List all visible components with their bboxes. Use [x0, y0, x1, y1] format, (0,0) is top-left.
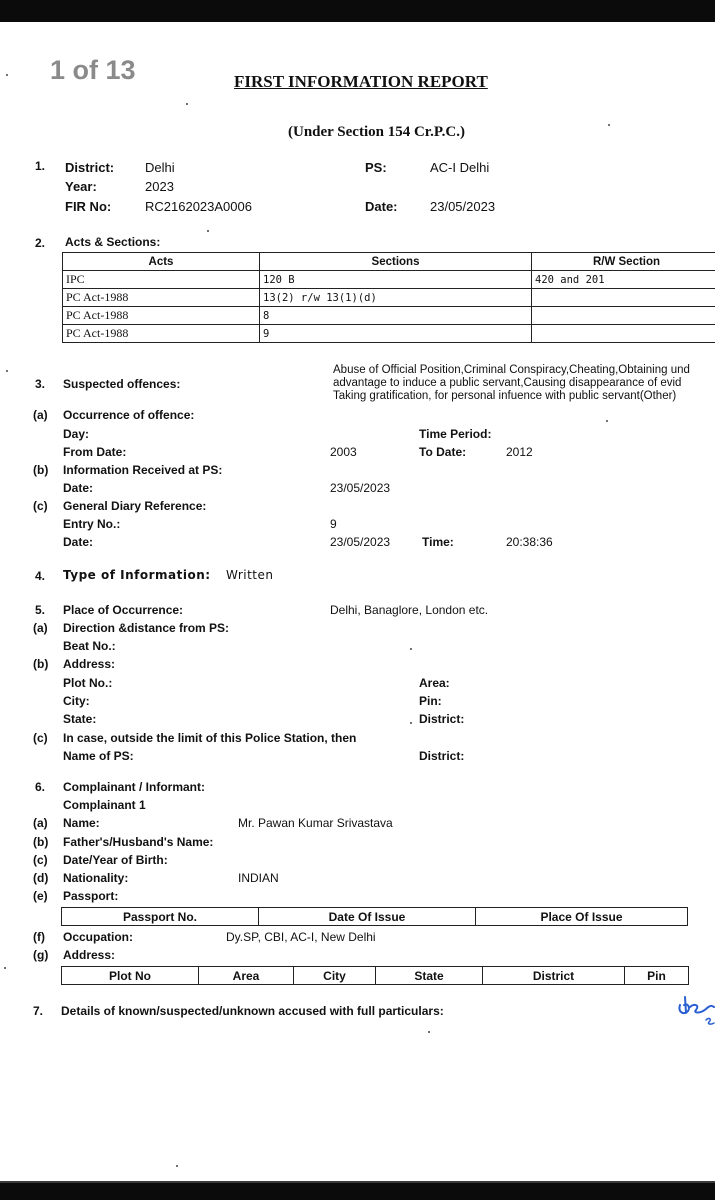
direction-distance-label: Direction &distance from PS: [63, 621, 230, 635]
from-date-value: 2003 [330, 445, 357, 459]
time-period-label: Time Period: [419, 427, 492, 441]
scan-speck [6, 74, 8, 76]
acts-header-rw: R/W Section [532, 253, 715, 271]
item-b-marker: (b) [33, 657, 49, 671]
section-5-number: 5. [35, 603, 46, 617]
day-label: Day: [63, 427, 90, 441]
place-of-occurrence-label: Place of Occurrence: [63, 603, 184, 617]
state-header: State [376, 967, 483, 985]
scan-speck [4, 967, 6, 969]
scan-speck [186, 103, 188, 105]
occupation-label: Occupation: [63, 930, 134, 944]
year-label: Year: [65, 179, 97, 194]
acts-header-sections: Sections [260, 253, 532, 271]
signature-mark [676, 993, 715, 1029]
section-1-number: 1. [35, 159, 46, 173]
date-of-birth-label: Date/Year of Birth: [63, 853, 168, 867]
address-header-row [62, 967, 689, 985]
item-e-marker: (e) [33, 889, 48, 903]
place-of-occurrence-value: Delhi, Banaglore, London etc. [330, 603, 489, 617]
act-cell: IPC [63, 271, 260, 289]
section-cell: 13(2) r/w 13(1)(d) [260, 289, 532, 307]
info-date-label: Date: [63, 481, 94, 495]
city-header: City [294, 967, 376, 985]
offences-line-3: Taking gratification, for personal infuence with public servant(Other) [333, 390, 677, 402]
rw-section-cell [532, 307, 715, 325]
area-header: Area [199, 967, 294, 985]
item-d-marker: (d) [33, 871, 49, 885]
act-cell: PC Act-1988 [63, 307, 260, 325]
scan-speck [410, 648, 412, 650]
district-value: Delhi [145, 160, 175, 175]
section-6-number: 6. [35, 780, 46, 794]
occurrence-label: Occurrence of offence: [63, 408, 195, 422]
rw-section-cell [532, 289, 715, 307]
complainant-address-table [61, 966, 689, 985]
offences-line-2: advantage to induce a public servant,Causing disappearance of evid [333, 377, 682, 389]
time-label: Time: [422, 535, 454, 549]
section-2-number: 2. [35, 236, 46, 250]
date-value: 23/05/2023 [430, 199, 496, 214]
rw-section-cell: 420 and 201 [532, 271, 715, 289]
gd-date-value: 23/05/2023 [330, 535, 391, 549]
district-label: District: [65, 160, 115, 175]
item-b-marker: (b) [33, 463, 49, 477]
offences-line-1: Abuse of Official Position,Criminal Conspiracy,Cheating,Obtaining und [333, 364, 690, 376]
address-label-complainant: Address: [63, 948, 116, 962]
item-c-marker: (c) [33, 499, 48, 513]
item-a-marker: (a) [33, 621, 48, 635]
name-of-ps-label: Name of PS: [63, 749, 134, 763]
section-7-number: 7. [33, 1004, 44, 1018]
name-label: Name: [63, 816, 100, 830]
section-4-number: 4. [35, 569, 46, 583]
section-cell: 120 B [260, 271, 532, 289]
city-label: City: [63, 694, 90, 708]
district-label-address: District: [419, 712, 465, 726]
time-value: 20:38:36 [506, 535, 553, 549]
item-c-marker: (c) [33, 853, 48, 867]
scan-speck [6, 370, 8, 372]
scan-speck [428, 1031, 430, 1033]
type-of-information-value: Written [226, 568, 274, 582]
section-3-number: 3. [35, 377, 46, 391]
gd-date-label: Date: [63, 535, 94, 549]
ps-label: PS: [365, 160, 387, 175]
info-received-label: Information Received at PS: [63, 463, 223, 477]
table-row [63, 289, 715, 307]
plot-no-label: Plot No.: [63, 676, 113, 690]
district-header: District [483, 967, 625, 985]
scan-speck [608, 124, 610, 126]
state-label: State: [63, 712, 97, 726]
section-cell: 8 [260, 307, 532, 325]
area-label: Area: [419, 676, 450, 690]
acts-sections-table [62, 252, 715, 343]
father-husband-name-label: Father's/Husband's Name: [63, 835, 214, 849]
passport-no-header: Passport No. [62, 908, 259, 926]
report-subtitle: (Under Section 154 Cr.P.C.) [288, 124, 465, 140]
table-row [63, 325, 715, 343]
acts-sections-label: Acts & Sections: [65, 235, 161, 249]
nationality-label: Nationality: [63, 871, 129, 885]
passport-table [61, 907, 688, 926]
fir-label: FIR No: [65, 199, 112, 214]
plot-no-header: Plot No [62, 967, 199, 985]
date-label: Date: [365, 199, 398, 214]
report-title: FIRST INFORMATION REPORT [234, 72, 488, 91]
place-of-issue-header: Place Of Issue [476, 908, 688, 926]
nationality-value: INDIAN [238, 871, 279, 885]
top-frame-bar [0, 0, 715, 22]
item-f-marker: (f) [33, 930, 45, 944]
entry-no-label: Entry No.: [63, 517, 121, 531]
entry-no-value: 9 [330, 517, 337, 531]
passport-header-row [62, 908, 688, 926]
complainant-informant-label: Complainant / Informant: [63, 780, 205, 794]
complainant-1-label: Complainant 1 [63, 798, 146, 812]
info-date-value: 23/05/2023 [330, 481, 391, 495]
year-value: 2023 [145, 179, 174, 194]
district-label-outside: District: [419, 749, 465, 763]
scan-speck [207, 230, 209, 232]
accused-details-label: Details of known/suspected/unknown accused with full particulars: [61, 1004, 444, 1018]
scan-speck [410, 722, 412, 724]
act-cell: PC Act-1988 [63, 325, 260, 343]
bottom-frame-bar [0, 1183, 715, 1200]
name-value: Mr. Pawan Kumar Srivastava [238, 816, 393, 830]
outside-limit-label: In case, outside the limit of this Police Station, then [63, 731, 357, 745]
passport-label: Passport: [63, 889, 119, 903]
type-of-information-label: Type of Information: [63, 568, 211, 582]
occupation-value: Dy.SP, CBI, AC-I, New Delhi [226, 930, 376, 944]
item-c-marker: (c) [33, 731, 48, 745]
acts-header-acts: Acts [63, 253, 260, 271]
table-row [63, 271, 715, 289]
table-row [63, 307, 715, 325]
pin-label: Pin: [419, 694, 442, 708]
item-a-marker: (a) [33, 816, 48, 830]
item-g-marker: (g) [33, 948, 49, 962]
pin-header: Pin [625, 967, 689, 985]
page-indicator: 1 of 13 [50, 55, 136, 85]
date-of-issue-header: Date Of Issue [259, 908, 476, 926]
item-a-marker: (a) [33, 408, 48, 422]
from-date-label: From Date: [63, 445, 127, 459]
section-cell: 9 [260, 325, 532, 343]
fir-value: RC2162023A0006 [145, 199, 252, 214]
to-date-value: 2012 [506, 445, 533, 459]
acts-header-row [63, 253, 715, 271]
act-cell: PC Act-1988 [63, 289, 260, 307]
suspected-offences-label: Suspected offences: [63, 377, 181, 391]
to-date-label: To Date: [419, 445, 467, 459]
item-b-marker: (b) [33, 835, 49, 849]
scan-speck [606, 420, 608, 422]
address-label: Address: [63, 657, 116, 671]
scan-speck [176, 1165, 178, 1167]
rw-section-cell [532, 325, 715, 343]
ps-value: AC-I Delhi [430, 160, 490, 175]
gd-reference-label: General Diary Reference: [63, 499, 207, 513]
beat-no-label: Beat No.: [63, 639, 116, 653]
